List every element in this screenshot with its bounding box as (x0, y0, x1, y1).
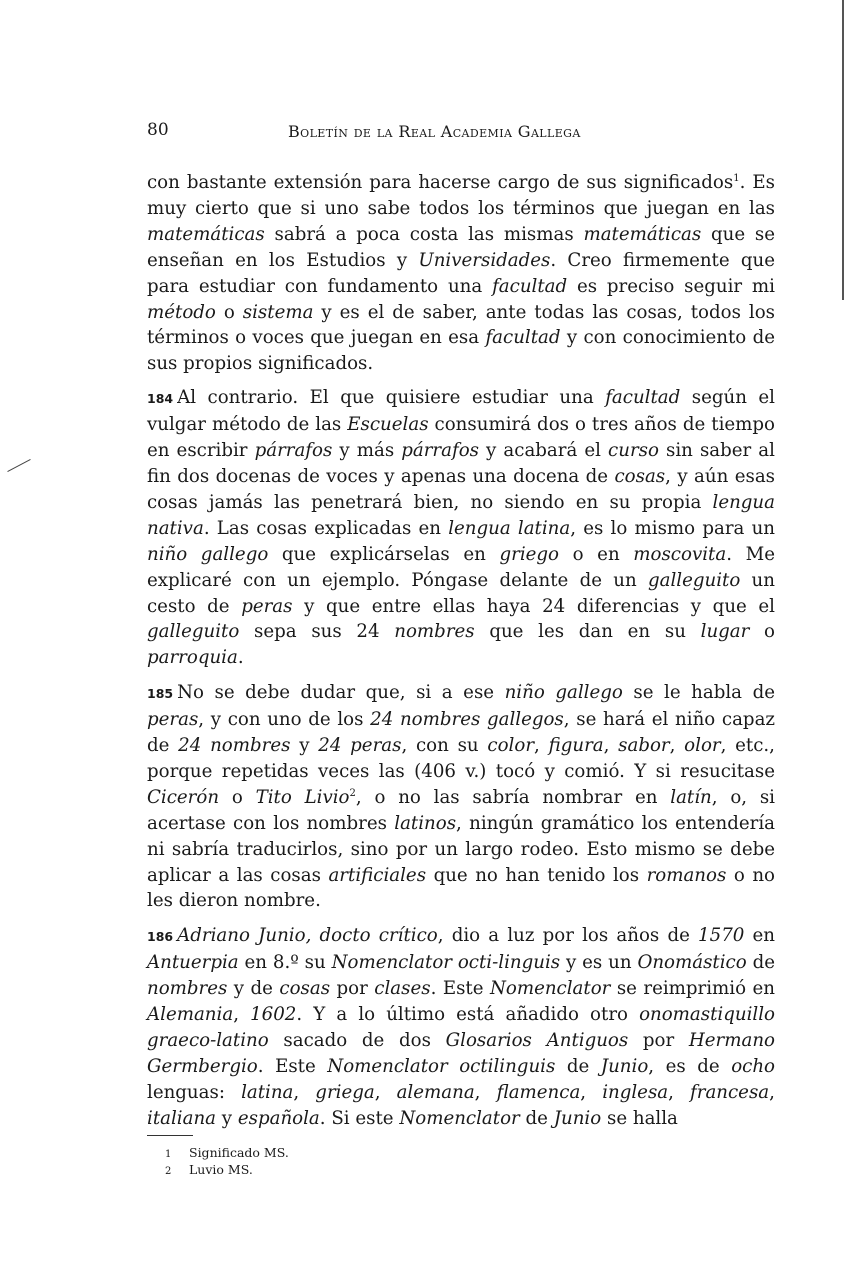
paragraph-number: 186 (147, 929, 174, 945)
footnote-rule (147, 1135, 193, 1136)
paragraph-text: Al contrario. El que quisiere estudiar una facultad según el vulgar método de las Escuelas consumirá dos o tres años de tiempo en escribir párrafos y más párrafos y acabará el curso sin saber al fin dos docenas de voces y apenas una docena de cosas, y aún esas cosas jamás las penetrará bien, no siendo en su propia lengua nativa. Las cosas explicadas en lengua latina, es lo mismo para un niño gallego que explicárselas en griego o en moscovita. Me explicaré con un ejemplo. Póngase delante de un galleguito un cesto de peras y que entre ellas haya 24 diferencias y que el galleguito sepa sus 24 nombres que les dan en su lugar o parroquia. (147, 387, 776, 669)
footnotes (165, 1145, 289, 1179)
footnote-text: Significado MS. (189, 1145, 289, 1160)
body-text (147, 170, 775, 1141)
page-number: 80 (147, 120, 169, 140)
footnote-1 (165, 1145, 289, 1162)
running-title: Boletín de la Real Academia Gallega (288, 122, 581, 141)
paragraph-text: No se debe dudar que, si a ese niño gallego se le habla de peras, y con uno de los 24 nombres gallegos, se hará el niño capaz de 24 nombres y 24 peras, con su color, figura, sabor, olor, etc., porque repetidas veces las (406 v.) tocó y comió. Y si resucitase Cicerón o Tito Livio$^2$, o no las sabría nombrar en latín, o, si acertase con los nombres latinos, ningún gramático los entendería ni sabría traducirlos, sino por un largo rodeo. Esto mismo se debe aplicar a las cosas artificiales que no han tenido los romanos o no les dieron nombre. (147, 682, 776, 912)
paragraph-number: 185 (147, 686, 174, 702)
paragraph-185 (147, 680, 775, 914)
paragraph-186 (147, 923, 775, 1131)
paragraph-text: Adriano Junio, docto crítico, dio a luz por los años de 1570 en Antuerpia en 8.º su Nomenclator octi-linguis y es un Onomástico de nombres y de cosas por clases. Este Nomenclator se reimprimió en Alemania, 1602. Y a lo último está añadido otro onomastiquillo graeco-latino sacado de dos Glosarios Antiguos por Hermano Germbergio. Este Nomenclator octilinguis de Junio, es de ocho lenguas: latina, griega, alemana, flamenca, inglesa, francesa, italiana y española. Si este Nomenclator de Junio se halla (147, 925, 776, 1129)
paragraph-text: con bastante extensión para hacerse cargo de sus significados$^1$. Es muy cierto que si uno sabe todos los términos que juegan en las matemáticas sabrá a poca costa las mismas matemáticas que se enseñan en los Estudios y Universidades. Creo firmemente que para estudiar con fundamento una facultad es preciso seguir mi método o sistema y es el de saber, ante todas las cosas, todos los términos o voces que juegan en esa facultad y con conocimiento de sus propios significados. (147, 172, 775, 375)
footnote-text: Luvio MS. (189, 1162, 253, 1177)
footnote-2 (165, 1162, 289, 1179)
footnote-mark: 2 (165, 1166, 172, 1177)
paragraph-number: 184 (147, 391, 174, 407)
footnote-mark: 1 (165, 1149, 172, 1160)
paragraph-continued (147, 170, 775, 377)
margin-pencil-mark (7, 459, 30, 472)
paragraph-184 (147, 385, 775, 671)
page-edge-mark (842, 0, 844, 300)
